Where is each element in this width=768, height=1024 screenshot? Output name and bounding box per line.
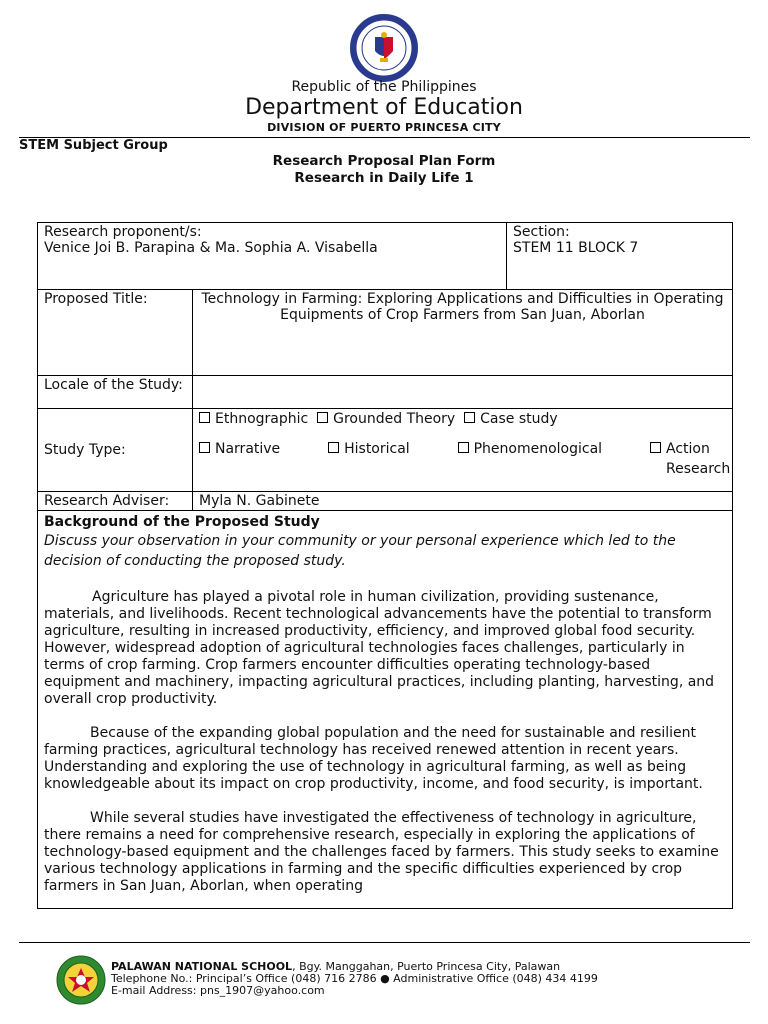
subject-group-label: STEM Subject Group [19, 138, 168, 153]
school-address: , Bgy. Manggahan, Puerto Princesa City, Palawan [292, 960, 561, 973]
division-heading: DIVISION OF PUERTO PRINCESA CITY [267, 121, 501, 134]
adviser-value-cell [193, 492, 733, 511]
study-type-row-2 [199, 439, 731, 479]
study-type-label: Study Type: [44, 442, 126, 458]
option-historical[interactable]: Historical [328, 439, 410, 479]
adviser-label-cell [38, 492, 193, 511]
adviser-label: Research Adviser: [44, 493, 170, 509]
department-heading: Department of Education [245, 95, 523, 120]
background-cell [38, 511, 733, 909]
footer-divider [19, 942, 750, 943]
locale-label-cell [38, 376, 193, 409]
study-type-row-1 [199, 409, 726, 429]
background-paragraph-3: While several studies have investigated the effectiveness of technology in agriculture, there remains a need for comprehensive research, especially in exploring the applications of technology-based equipment and the challenges faced by farmers. This study seeks to examine various technology applications in farming and the specific difficulties experienced by crop farmers in San Juan, Aborlan, when operating [44, 810, 719, 894]
checkbox-icon[interactable] [458, 442, 469, 453]
proponents-value: Venice Joi B. Parapina & Ma. Sophia A. Visabella [44, 240, 378, 256]
checkbox-icon[interactable] [199, 442, 210, 453]
option-ethnographic[interactable]: Ethnographic [199, 411, 308, 427]
republic-heading: Republic of the Philippines [291, 79, 477, 95]
background-paragraph-1: Agriculture has played a pivotal role in human civilization, providing sustenance, materials, and livelihoods. Recent technological advancements have the potential to transform agriculture, resulting in increased productivity, efficiency, and improved global food security. However, widespread adoption of agricultural technologies faces challenges, particularly in terms of crop farming. Crop farmers encounter difficulties operating technology-based equipment and machinery, impacting agricultural practices, including planting, harvesting, and overall crop productivity. [44, 589, 715, 707]
title-label: Proposed Title: [44, 291, 148, 307]
form-subtitle: Research in Daily Life 1 [294, 170, 474, 186]
section-cell [507, 223, 733, 290]
form-title-block [0, 153, 768, 187]
school-name: PALAWAN NATIONAL SCHOOL [111, 960, 293, 973]
background-heading: Background of the Proposed Study [44, 514, 320, 530]
checkbox-icon[interactable] [650, 442, 661, 453]
email-line: E-mail Address: pns_1907@yahoo.com [111, 984, 325, 997]
option-grounded-theory[interactable]: Grounded Theory [317, 411, 455, 427]
deped-seal-icon [349, 13, 419, 83]
title-label-cell [38, 290, 193, 376]
background-paragraph-2: Because of the expanding global population and the need for sustainable and resilient farming practices, agricultural technology has received renewed attention in recent years. Understanding and exploring the use of technology in agricultural farming, as well as being knowledgeable about its impact on crop productivity, income, and food security, is important. [44, 725, 703, 792]
option-action-research[interactable] [650, 439, 731, 479]
title-value-cell [193, 290, 733, 376]
action-research-label: Action Research [666, 441, 731, 477]
form-title: Research Proposal Plan Form [272, 153, 496, 169]
section-label: Section: [513, 224, 570, 240]
telephone-line: Telephone No.: Principal’s Office (048) 716 2786 ● Administrative Office (048) 434 4199 [111, 972, 598, 985]
proponents-label: Research proponent/s: [44, 224, 202, 240]
option-narrative[interactable]: Narrative [199, 439, 280, 479]
proposal-form-table [37, 222, 733, 909]
background-content [44, 513, 726, 906]
checkbox-icon[interactable] [328, 442, 339, 453]
locale-label: Locale of the Study: [44, 377, 183, 393]
section-value: STEM 11 BLOCK 7 [513, 240, 639, 256]
school-seal-icon [56, 955, 106, 1005]
checkbox-icon[interactable] [464, 412, 475, 423]
option-case-study[interactable]: Case study [464, 411, 558, 427]
footer-info [111, 961, 598, 997]
title-value: Technology in Farming: Exploring Applications and Difficulties in Operating Equipments of Crop Farmers from San Juan, Aborlan [201, 291, 724, 323]
checkbox-icon[interactable] [317, 412, 328, 423]
checkbox-icon[interactable] [199, 412, 210, 423]
study-type-label-cell [38, 409, 193, 492]
proponents-cell [38, 223, 507, 290]
background-prompt: Discuss your observation in your community or your personal experience which led to the decision of conducting the proposed study. [44, 533, 676, 569]
adviser-value: Myla N. Gabinete [199, 493, 320, 509]
study-type-options-cell [193, 409, 733, 492]
locale-value-cell [193, 376, 733, 409]
option-phenomenological[interactable]: Phenomenological [458, 439, 602, 479]
